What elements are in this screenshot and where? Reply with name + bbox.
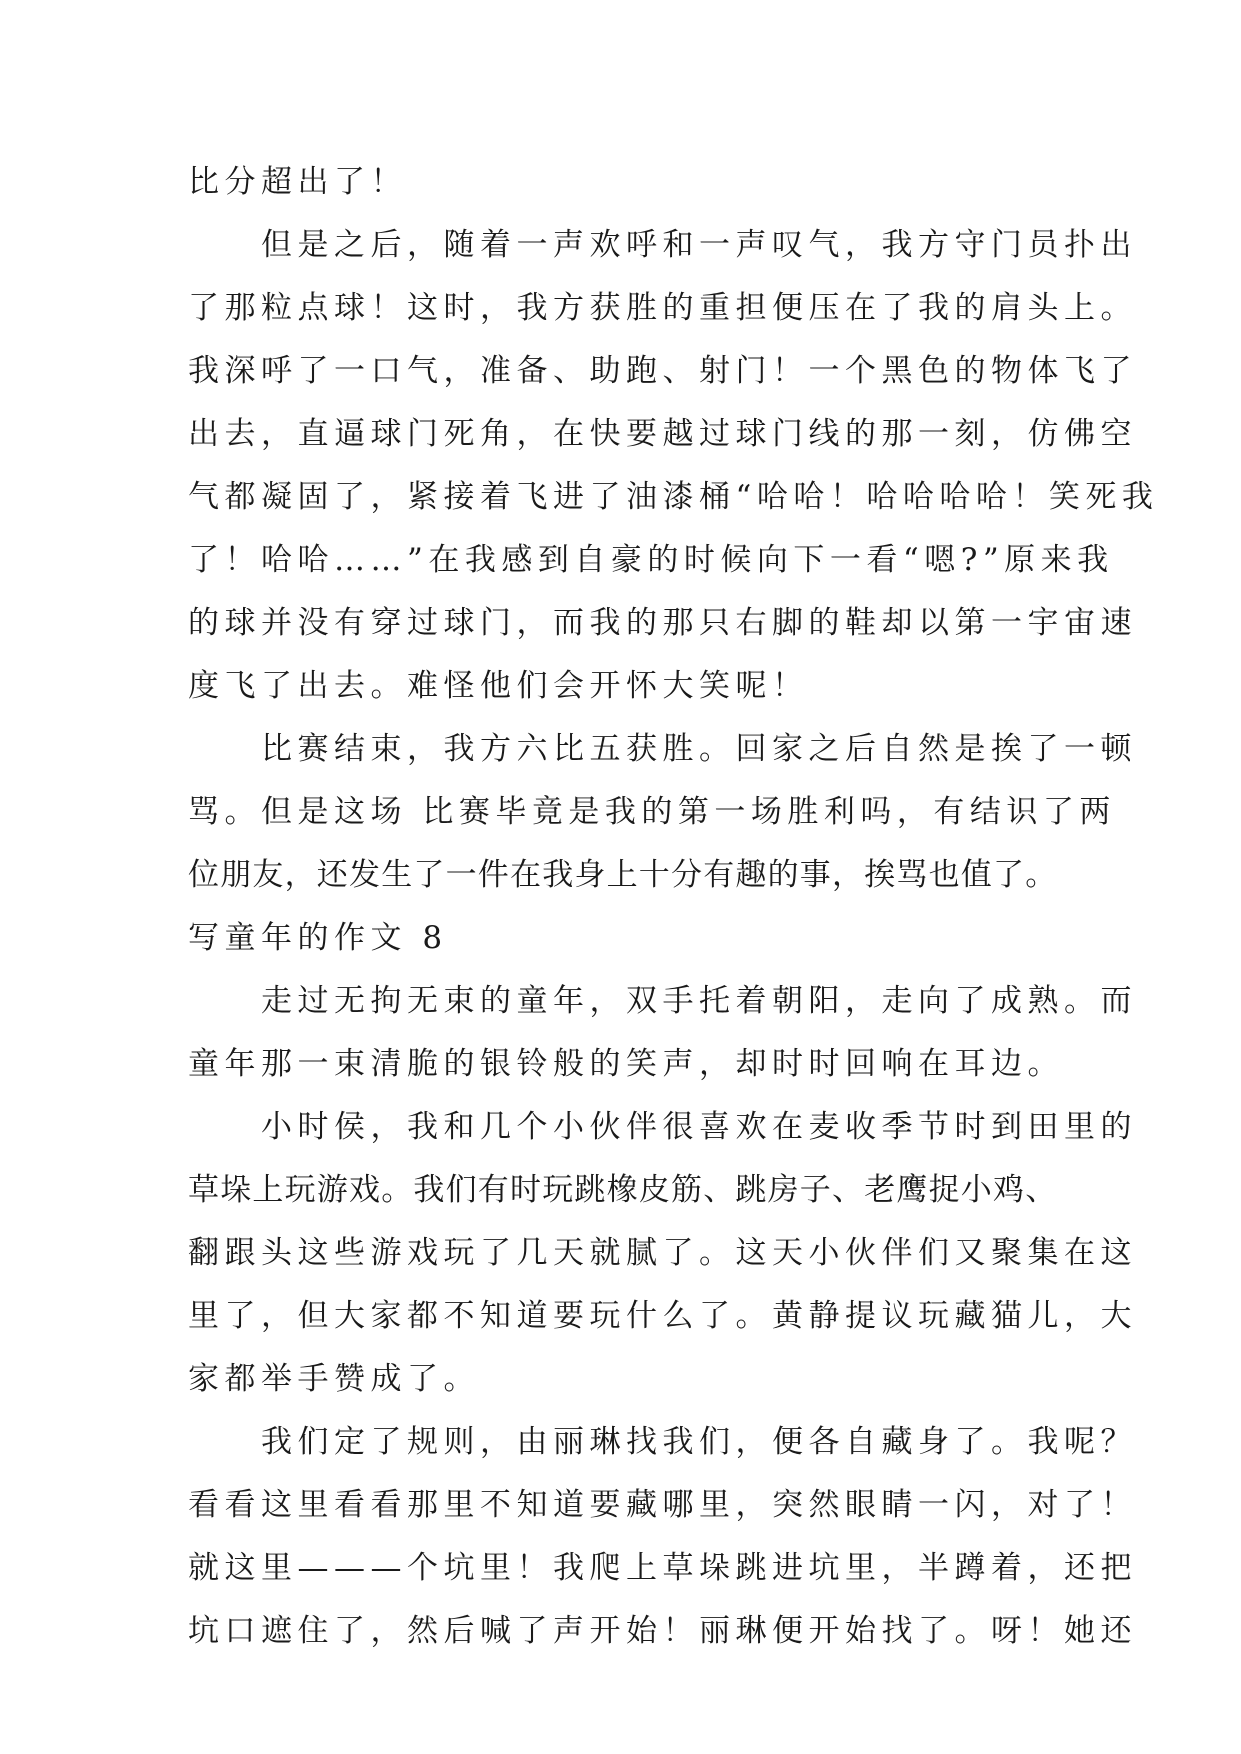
text-line: 比分超出了！ [188,164,407,200]
paragraph-start-line: 小时侯，我和几个小伙伴很喜欢在麦收季节时到田里的 [188,1109,1137,1145]
text-line: 我深呼了一口气，准备、助跑、射门！一个黑色的物体飞了 [188,353,1137,389]
text-line: 家都举手赞成了。 [188,1361,480,1397]
paragraph-start-line: 我们定了规则，由丽琳找我们，便各自藏身了。我呢？ [188,1424,1137,1460]
text-line: 出去，直逼球门死角，在快要越过球门线的那一刻，仿佛空 [188,416,1137,452]
body-text [188,151,1159,1663]
text-line: 翻跟头这些游戏玩了几天就腻了。这天小伙伴们又聚集在这 [188,1235,1137,1271]
text-line: 坑口遮住了，然后喊了声开始！丽琳便开始找了。呀！她还 [188,1613,1137,1649]
text-line: 了！哈哈……”在我感到自豪的时候向下一看“嗯?”原来我 [188,542,1114,578]
text-line: 里了，但大家都不知道要玩什么了。黄静提议玩藏猫儿，大 [188,1298,1137,1334]
text-line: 了那粒点球！这时，我方获胜的重担便压在了我的肩头上。 [188,290,1137,326]
paragraph-start-line: 但是之后，随着一声欢呼和一声叹气，我方守门员扑出 [188,227,1137,263]
text-line: 气都凝固了，紧接着飞进了油漆桶“哈哈！哈哈哈哈！笑死我 [188,479,1159,515]
paragraph-start-line: 比赛结束，我方六比五获胜。回家之后自然是挨了一顿 [188,731,1137,767]
text-line: 的球并没有穿过球门，而我的那只右脚的鞋却以第一宇宙速 [188,605,1137,641]
text-line: 骂。但是这场 比赛毕竟是我的第一场胜利吗，有结识了两 [188,794,1116,830]
text-line: 看看这里看看那里不知道要藏哪里，突然眼睛一闪，对了！ [188,1487,1137,1523]
text-line: 草垛上玩游戏。我们有时玩跳橡皮筋、跳房子、老鹰捉小鸡、 [188,1172,1058,1208]
text-line: 就这里———个坑里！我爬上草垛跳进坑里，半蹲着，还把 [188,1550,1137,1586]
text-line: 度飞了出去。难怪他们会开怀大笑呢！ [188,668,809,704]
paragraph-start-line: 走过无拘无束的童年，双手托着朝阳，走向了成熟。而 [188,983,1137,1019]
text-line: 位朋友，还发生了一件在我身上十分有趣的事，挨骂也值了。 [188,857,1058,893]
section-heading: 写童年的作文 8 [188,920,448,956]
text-line: 童年那一束清脆的银铃般的笑声，却时时回响在耳边。 [188,1046,1064,1082]
